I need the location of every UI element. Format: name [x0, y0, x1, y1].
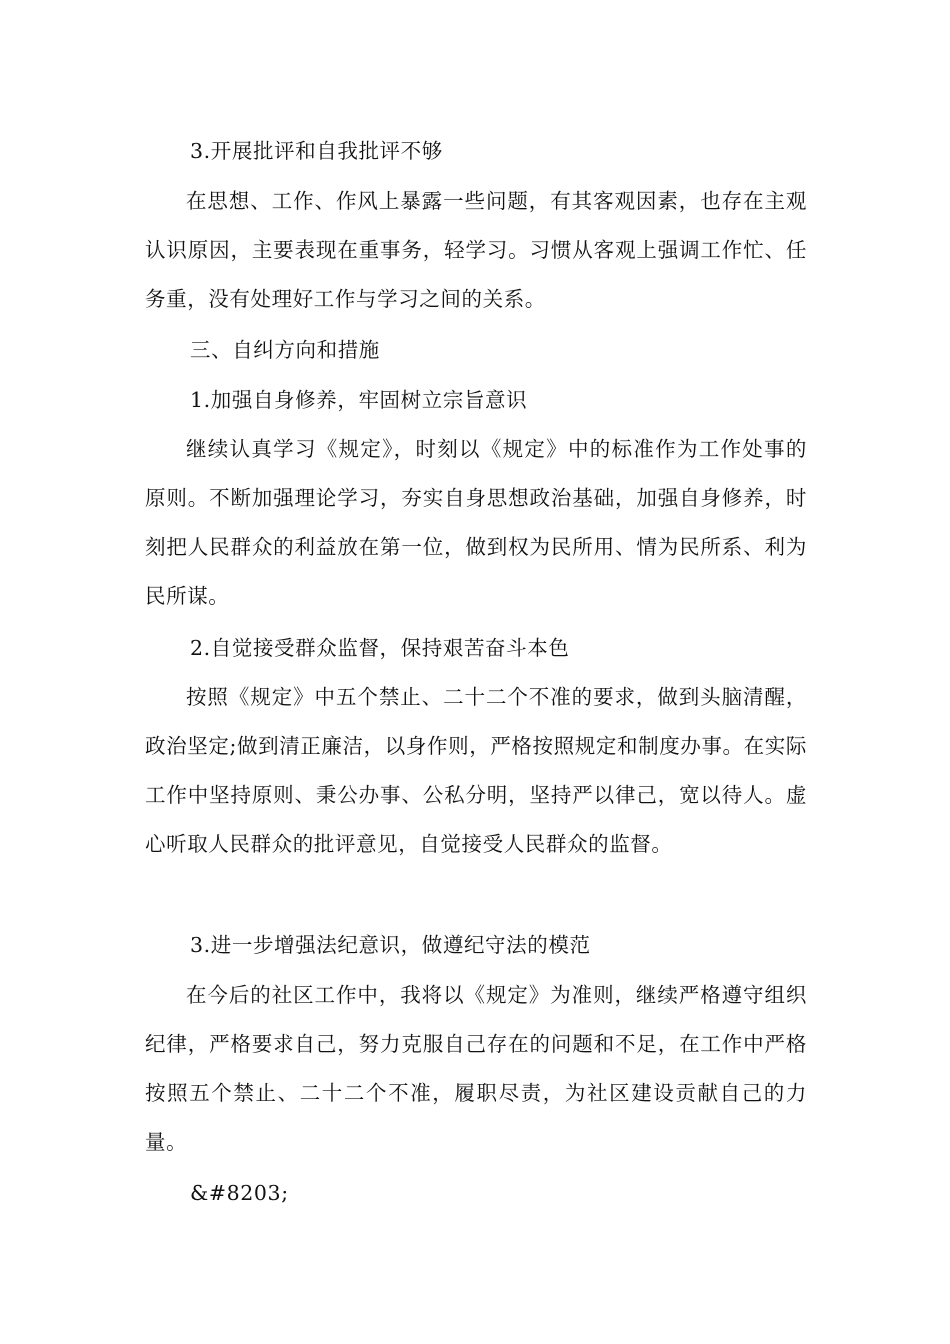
section-heading-measures: 三、自纠方向和措施 — [190, 338, 380, 362]
paragraph-item-1: 继续认真学习《规定》，时刻以《规定》中的标准作为工作处事的原则。不断加强理论学习，夯实自身思想政治基础，加强自身修养，时刻把人民群众的利益放在第一位，做到权为民所用、情为民所系、利为民所谋。 — [145, 437, 807, 608]
heading-criticism: 3.开展批评和自我批评不够 — [190, 139, 443, 163]
paragraph-item-3: 在今后的社区工作中，我将以《规定》为准则，继续严格遵守组织纪律，严格要求自己，努力克服自己存在的问题和不足，在工作中严格按照五个禁止、二十二个不准，履职尽责，为社区建设贡献自己的力量。 — [145, 983, 807, 1154]
paragraph-item-2: 按照《规定》中五个禁止、二十二个不准的要求，做到头脑清醒，政治坚定;做到清正廉洁，以身作则，严格按照规定和制度办事。在实际工作中坚持原则、秉公办事、公私分明，坚持严以律己，宽以待人。虚心听取人民群众的批评意见，自觉接受人民群众的监督。 — [145, 685, 807, 856]
heading-item-3: 3.进一步增强法纪意识，做遵纪守法的模范 — [190, 933, 591, 957]
heading-item-1: 1.加强自身修养，牢固树立宗旨意识 — [190, 388, 528, 412]
trailing-entity-text: &#8203; — [190, 1181, 289, 1205]
paragraph-criticism: 在思想、工作、作风上暴露一些问题，有其客观因素，也存在主观认识原因，主要表现在重事务，轻学习。习惯从客观上强调工作忙、任务重，没有处理好工作与学习之间的关系。 — [145, 189, 807, 311]
heading-item-2: 2.自觉接受群众监督，保持艰苦奋斗本色 — [190, 636, 570, 660]
